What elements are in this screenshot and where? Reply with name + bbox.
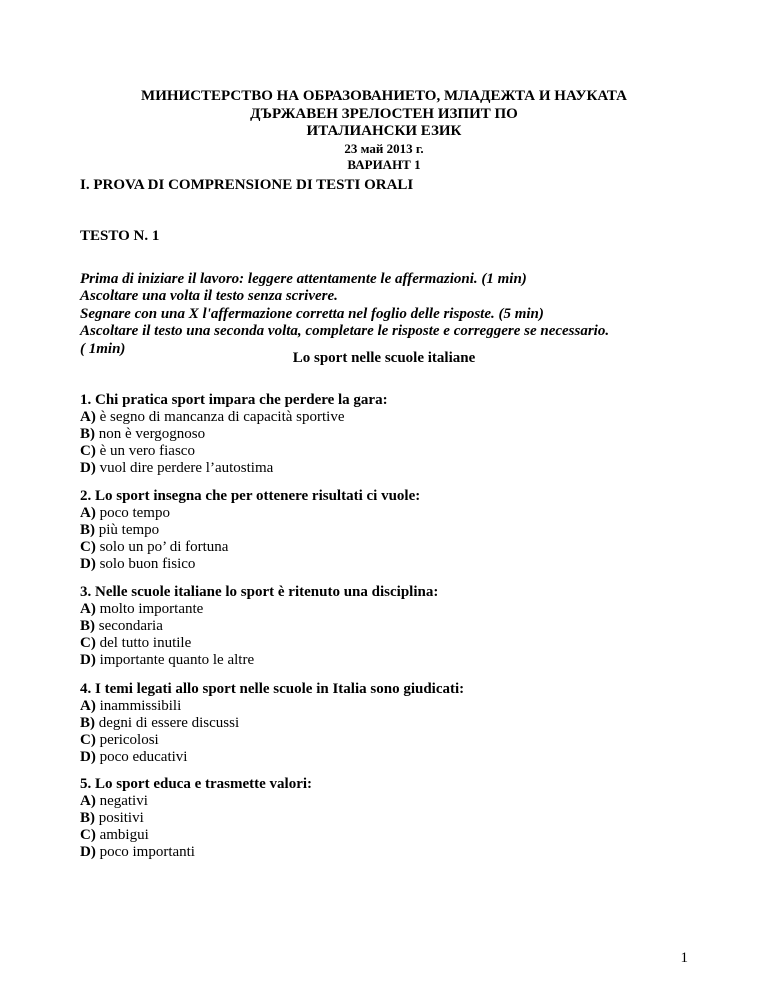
option-letter: C) — [80, 827, 96, 843]
option-text: solo un po’ di fortuna — [95, 539, 229, 555]
question-text: 5. Lo sport educa e trasmette valori: — [80, 776, 313, 792]
option-text: è un vero fiasco — [95, 443, 195, 459]
option-text: negativi — [95, 793, 148, 809]
option-text: positivi — [95, 810, 144, 826]
question-1 — [80, 392, 388, 477]
option-d — [80, 749, 464, 766]
section-title: I. PROVA DI COMPRENSIONE DI TESTI ORALI — [80, 177, 414, 193]
option-b — [80, 426, 388, 443]
exam-date: 23 май 2013 г. — [344, 140, 424, 156]
option-c — [80, 539, 420, 556]
option-letter: D) — [80, 749, 96, 765]
option-text: del tutto inutile — [95, 635, 192, 651]
option-letter: B) — [80, 618, 95, 634]
option-a — [80, 601, 438, 618]
option-letter: C) — [80, 732, 96, 748]
option-letter: B) — [80, 426, 95, 442]
question-4 — [80, 681, 464, 766]
instruction-line: Prima di iniziare il lavoro: leggere attentamente le affermazioni. (1 min) — [80, 271, 527, 287]
option-c — [80, 827, 312, 844]
option-c — [80, 635, 438, 652]
question-2 — [80, 488, 420, 573]
option-letter: D) — [80, 460, 96, 476]
option-text: secondaria — [95, 618, 163, 634]
option-letter: D) — [80, 652, 96, 668]
option-letter: A) — [80, 793, 96, 809]
instructions — [80, 271, 609, 358]
option-b — [80, 810, 312, 827]
instruction-line: Ascoltare una volta il testo senza scrivere. — [80, 288, 338, 305]
option-text: solo buon fisico — [95, 556, 196, 572]
option-d — [80, 556, 420, 573]
option-letter: C) — [80, 539, 96, 555]
option-letter: A) — [80, 505, 96, 521]
option-text: poco tempo — [95, 505, 170, 521]
question-3 — [80, 584, 438, 669]
option-text: molto importante — [95, 601, 204, 617]
option-d — [80, 652, 438, 669]
instruction-line: Segnare con una X l'affermazione corretta nel foglio delle risposte. (5 min) — [80, 305, 544, 322]
option-d — [80, 460, 388, 477]
document-header — [0, 88, 768, 173]
option-b — [80, 522, 420, 539]
page-number: 1 — [680, 950, 688, 966]
instruction-line: Ascoltare il testo una seconda volta, completare le risposte e correggere se necessario. — [80, 323, 610, 340]
exam-name: ДЪРЖАВЕН ЗРЕЛОСТЕН ИЗПИТ ПО — [250, 105, 518, 122]
option-text: inammissibili — [95, 698, 182, 714]
option-a — [80, 409, 388, 426]
option-letter: C) — [80, 635, 96, 651]
question-text: 2. Lo sport insegna che per ottenere risultati ci vuole: — [80, 488, 421, 504]
option-letter: D) — [80, 556, 96, 572]
exam-language: ИТАЛИАНСКИ ЕЗИК — [306, 123, 462, 139]
ministry-name: МИНИСТЕРСТВО НА ОБРАЗОВАНИЕТО, МЛАДЕЖТА И НАУКАТА — [141, 88, 627, 104]
option-letter: A) — [80, 698, 96, 714]
option-b — [80, 618, 438, 635]
option-text: degni di essere discussi — [95, 715, 240, 731]
option-text: ambigui — [95, 827, 149, 843]
option-letter: A) — [80, 601, 96, 617]
option-letter: B) — [80, 715, 95, 731]
test-title: TESTO N. 1 — [80, 228, 160, 244]
option-letter: C) — [80, 443, 96, 459]
story-title: Lo sport nelle scuole italiane — [292, 350, 476, 366]
option-text: poco importanti — [95, 844, 195, 860]
option-text: vuol dire perdere l’autostima — [95, 460, 274, 476]
option-text: non è vergognoso — [95, 426, 206, 442]
option-b — [80, 715, 464, 732]
option-d — [80, 844, 312, 861]
question-text: 1. Chi pratica sport impara che perdere la gara: — [80, 392, 388, 408]
question-text: 3. Nelle scuole italiane lo sport è ritenuto una disciplina: — [80, 584, 439, 600]
option-letter: A) — [80, 409, 96, 425]
option-letter: D) — [80, 844, 96, 860]
option-text: importante quanto le altre — [95, 652, 255, 668]
option-text: più tempo — [95, 522, 160, 538]
option-letter: B) — [80, 810, 95, 826]
option-c — [80, 732, 464, 749]
exam-variant: ВАРИАНТ 1 — [347, 156, 421, 172]
option-c — [80, 443, 388, 460]
instruction-line: ( 1min) — [80, 340, 126, 357]
option-a — [80, 698, 464, 715]
option-text: è segno di mancanza di capacità sportive — [95, 409, 345, 425]
option-letter: B) — [80, 522, 95, 538]
option-a — [80, 505, 420, 522]
question-text: 4. I temi legati allo sport nelle scuole in Italia sono giudicati: — [80, 681, 465, 697]
option-a — [80, 793, 312, 810]
option-text: pericolosi — [95, 732, 159, 748]
question-5 — [80, 776, 312, 861]
option-text: poco educativi — [95, 749, 188, 765]
